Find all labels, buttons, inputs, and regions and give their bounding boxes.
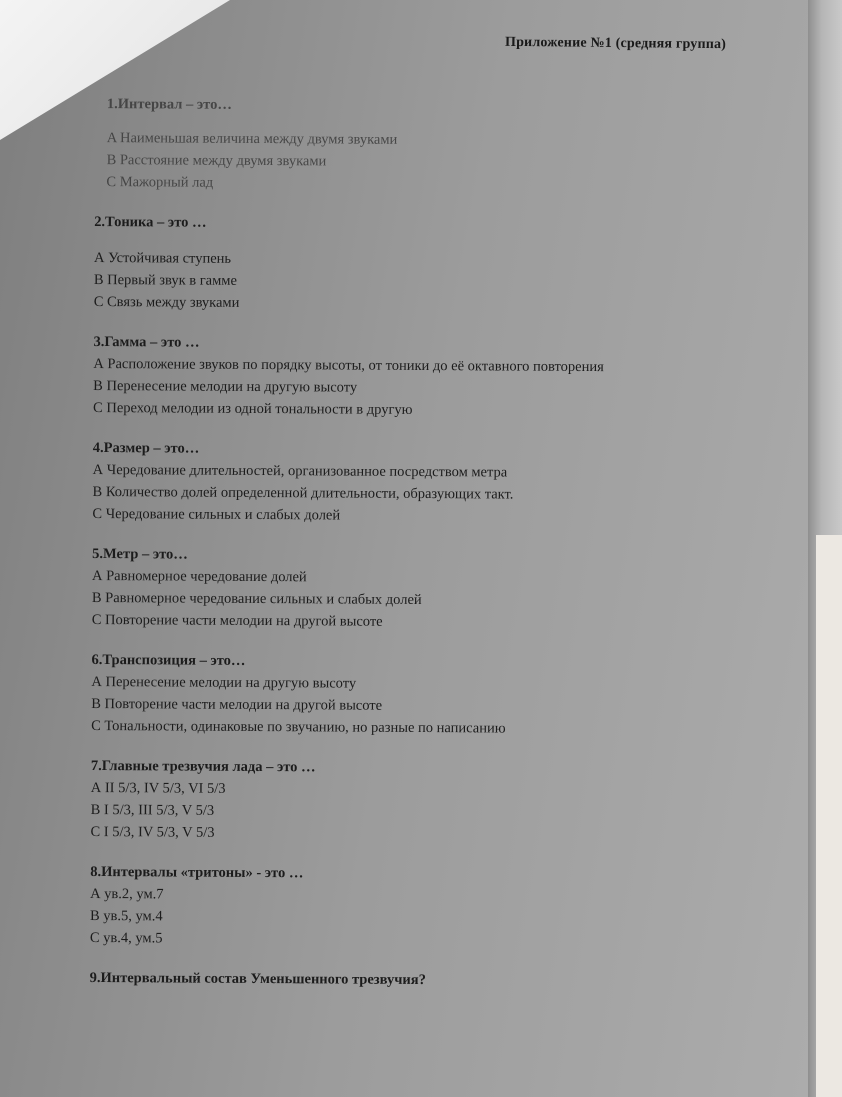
question-8: [90, 861, 771, 953]
option-c: С Тональности, одинаковые по звучанию, но разные по написанию: [91, 717, 506, 737]
background-surface: [816, 535, 842, 1097]
option-a: А Равномерное чередование долей: [92, 567, 307, 586]
option-a: А Устойчивая ступень: [93, 249, 232, 267]
option-c: С Связь между звуками: [93, 293, 240, 311]
option-b: В Равномерное чередование сильных и слабых долей: [91, 589, 422, 609]
question-title: 3.Гамма – это …: [93, 333, 200, 351]
option-b: В I 5/3, III 5/3, V 5/3: [90, 801, 215, 819]
question-4: [92, 437, 773, 529]
option-a: A Наименьшая величина между двумя звуками: [106, 130, 398, 148]
option-c: С I 5/3, IV 5/3, V 5/3: [90, 823, 215, 841]
question-5: [92, 543, 773, 635]
question-title: 4.Размер – это…: [92, 439, 200, 457]
option-b: В Перенесение мелодии на другую высоту: [93, 377, 358, 396]
question-2: [94, 211, 775, 317]
question-3: [93, 331, 774, 423]
option-c: С ув.4, ум.5: [89, 929, 163, 947]
option-b: В ув.5, ум.4: [89, 907, 163, 925]
question-title: 5.Метр – это…: [92, 545, 188, 563]
question-title: 7.Главные трезвучия лада – это …: [90, 757, 316, 776]
option-a: А II 5/3, IV 5/3, VI 5/3: [90, 779, 226, 797]
question-title: 6.Транспозиция – это…: [91, 651, 246, 669]
question-1: [94, 93, 775, 197]
option-c: С Повторение части мелодии на другой высоте: [91, 611, 383, 630]
question-title: 2.Тоника – это …: [94, 213, 207, 231]
option-b: В Повторение части мелодии на другой высоте: [91, 695, 383, 714]
option-b: В Расстояние между двумя звуками: [106, 152, 327, 170]
option-a: А Чередование длительностей, организованное посредством метра: [92, 461, 508, 481]
option-c: С Чередование сильных и слабых долей: [92, 505, 341, 524]
questions-list: [89, 93, 775, 1011]
option-c: С Мажорный лад: [106, 174, 214, 191]
question-title: 9.Интервальный состав Уменьшенного трезвучия?: [89, 969, 426, 989]
question-title: 1.Интервал – это…: [106, 96, 232, 113]
question-7: [90, 755, 771, 847]
option-a: А Расположение звуков по порядку высоты, от тоники до её октавного повторения: [93, 355, 604, 376]
option-a: А ув.2, ум.7: [90, 885, 164, 903]
option-b: В Первый звук в гамме: [93, 271, 237, 289]
appendix-header: Приложение №1 (средняя группа): [504, 34, 727, 53]
question-9: [90, 967, 770, 993]
option-a: А Перенесение мелодии на другую высоту: [91, 673, 357, 692]
question-title: 8.Интервалы «тритоны» - это …: [90, 863, 304, 882]
option-b: В Количество долей определенной длительности, образующих такт.: [92, 483, 514, 503]
option-c: С Переход мелодии из одной тональности в другую: [93, 399, 413, 418]
question-6: [91, 649, 772, 741]
